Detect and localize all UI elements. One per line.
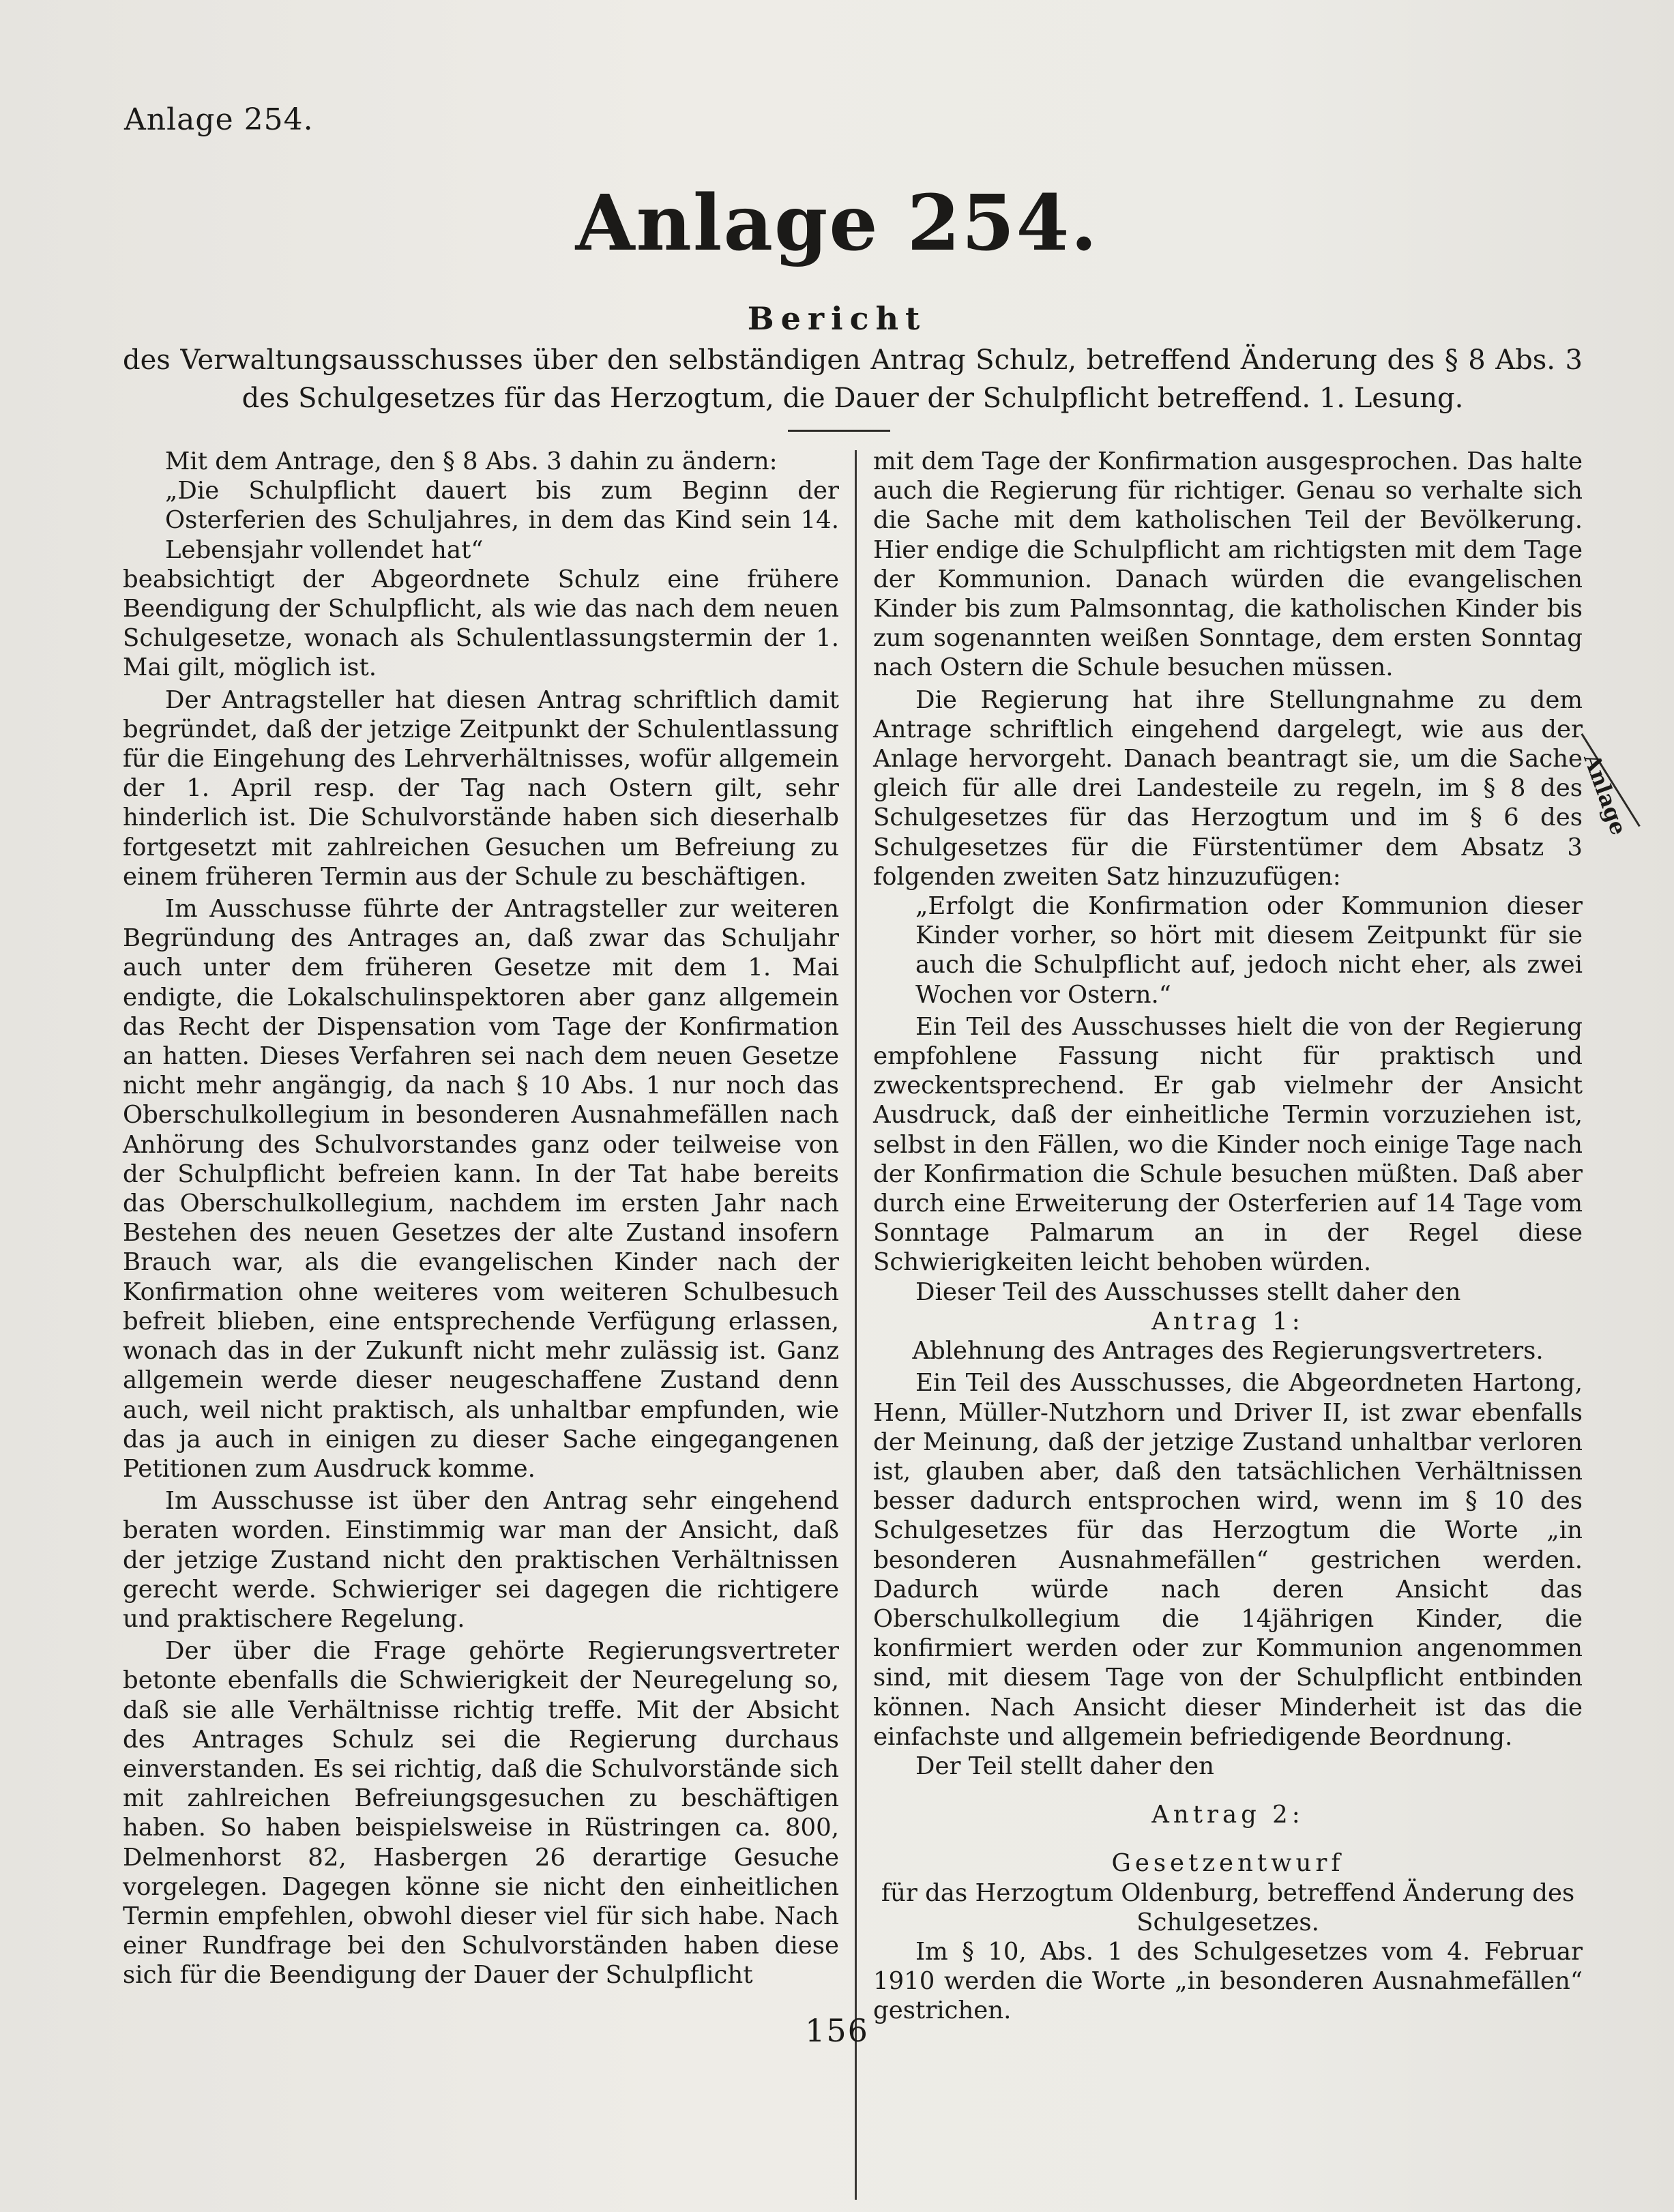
paragraph: beabsichtigt der Abgeordnete Schulz eine frühere Beendigung der Schulpflicht, als wie das nach dem neuen Schulgesetze, wonach als Schulentlassungstermin der 1. Mai gilt, möglich ist. (123, 565, 839, 682)
quote-paragraph: „Erfolgt die Konfirmation oder Kommunion dieser Kinder vorher, so hört mit diesem Zeitpunkt für sie auch die Schulpflicht auf, jedoch nicht eher, als zwei Wochen vor Ostern.“ (915, 892, 1583, 1009)
paragraph: Der Teil stellt daher den (915, 1752, 1215, 1780)
motion-heading-1: Antrag 1: (1151, 1307, 1304, 1336)
column-divider (855, 450, 857, 2200)
paragraph: Im Ausschusse ist über den Antrag sehr eingehend beraten worden. Einstimmig war man der Ansicht, daß der jetzige Zustand nicht den praktischen Verhältnissen gerecht werde. Schwieriger sei dagegen die richtigere und praktischere Regelung. (123, 1487, 839, 1633)
paragraph: Im § 10, Abs. 1 des Schulgesetzes vom 4. Februar 1910 werden die Worte „in besonderen Ausnahmefällen“ gestrichen. (873, 1937, 1583, 2025)
page-title: Anlage 254. (575, 179, 1099, 268)
bill-heading: Gesetzentwurf (1111, 1849, 1345, 1878)
running-header: Anlage 254. (124, 102, 314, 137)
quote-paragraph: „Die Schulpflicht dauert bis zum Beginn der Osterferien des Schuljahres, in dem das Kind sein 14. Lebensjahr vollendet hat“ (165, 477, 839, 564)
paragraph: Ein Teil des Ausschusses, die Abgeordneten Hartong, Henn, Müller-Nutzhorn und Driver II, ist zwar ebenfalls der Meinung, daß der jetzige Zustand unhaltbar verloren ist, glauben aber, daß den tatsächlichen Verhältnissen besser dadurch entsprochen wird, wenn im § 10 des Schulgesetzes für das Herzogtum die Worte „in besonderen Ausnahmefällen“ gestrichen werden. Dadurch würde nach deren Ansicht das Oberschulkollegium die 14jährigen Kinder, die konfirmiert werden oder zur Kommunion angenommen sind, mit diesem Tage von der Schulpflicht entbinden können. Nach Ansicht dieser Minderheit ist das die einfachste und allgemein befriedigende Beordnung. (873, 1369, 1583, 1751)
page-number: 156 (805, 2012, 869, 2049)
paragraph: Der über die Frage gehörte Regierungsvertreter betonte ebenfalls die Schwierigkeit der Neuregelung so, daß sie alle Verhältnisse richtig treffe. Mit der Absicht des Antrages Schulz sei die Regierung durchaus einverstanden. Es sei richtig, daß die Schulvorstände sich mit zahlreichen Befreiungsgesuchen zu beschäftigen haben. So haben beispielsweise in Rüstringen ca. 800, Delmenhorst 82, Hasbergen 26 derartige Gesuche vorgelegen. Dagegen könne sie nicht den einheitlichen Termin empfehlen, obwohl dieser viel für sich habe. Nach einer Rundfrage bei den Schulvorständen haben diese sich für die Beendigung der Dauer der Schulpflicht (123, 1637, 839, 1990)
margin-note: Anlage (1578, 750, 1632, 839)
report-heading: Bericht (747, 300, 927, 337)
paragraph: Mit dem Antrage, den § 8 Abs. 3 dahin zu ändern: (165, 447, 778, 475)
left-column (123, 447, 839, 1990)
title-divider (788, 430, 890, 432)
paragraph: Dieser Teil des Ausschusses stellt daher den (915, 1278, 1461, 1306)
bill-subtitle: für das Herzogtum Oldenburg, betreffend Änderung des Schulgesetzes. (881, 1878, 1575, 1936)
paragraph: mit dem Tage der Konfirmation ausgesprochen. Das halte auch die Regierung für richtiger. Genau so verhalte sich die Sache mit dem katholischen Teil der Bevölkerung. Hier endige die Schulpflicht am richtigsten mit dem Tage der Kommunion. Danach würden die evangelischen Kinder bis zum Palmsonntag, die katholischen Kinder bis zum sogenannten weißen Sonntage, dem ersten Sonntag nach Ostern die Schule besuchen müssen. (873, 447, 1583, 682)
paragraph: Der Antragsteller hat diesen Antrag schriftlich damit begründet, daß der jetzige Zeitpunkt der Schulentlassung für die Eingehung des Lehrverhältnisses, wofür allgemein der 1. April resp. der Tag nach Ostern gilt, sehr hinderlich ist. Die Schulvorstände haben sich dieserhalb fortgesetzt mit zahlreichen Gesuchen um Befreiung zu einem früheren Termin aus der Schule zu beschäftigen. (123, 685, 839, 891)
paragraph: Ein Teil des Ausschusses hielt die von der Regierung empfohlene Fassung nicht für praktisch und zweckentsprechend. Er gab vielmehr der Ansicht Ausdruck, daß der einheitliche Termin vorzuziehen ist, selbst in den Fällen, wo die Kinder noch einige Tage nach der Konfirmation die Schule besuchen müßten. Daß aber durch eine Erweiterung der Osterferien auf 14 Tage vom Sonntage Palmarum an in der Regel diese Schwierigkeiten leicht behoben würden. (873, 1012, 1583, 1277)
motion-heading-2: Antrag 2: (1151, 1801, 1304, 1829)
right-column (873, 447, 1583, 2026)
report-subtitle: des Verwaltungsausschusses über den selbständigen Antrag Schulz, betreffend Änderung des § 8 Abs. 3 des Schulgesetzes für das Herzogtum, die Dauer der Schulpflicht betreffend. 1. Lesung. (123, 344, 1583, 414)
paragraph: Die Regierung hat ihre Stellungnahme zu dem Antrage schriftlich eingehend dargelegt, wie aus der Anlage hervorgeht. Danach beantragt sie, um die Sache gleich für alle drei Landesteile zu regeln, im § 8 des Schulgesetzes für das Herzogtum und im § 6 des Schulgesetzes für die Fürstentümer dem Absatz 3 folgenden zweiten Satz hinzuzufügen: (873, 685, 1583, 891)
paragraph: Im Ausschusse führte der Antragsteller zur weiteren Begründung des Antrages an, daß zwar das Schuljahr auch unter dem früheren Gesetze mit dem 1. Mai endigte, die Lokalschulinspektoren aber ganz allgemein das Recht der Dispensation vom Tage der Konfirmation an hatten. Dieses Verfahren sei nach dem neuen Gesetze nicht mehr angängig, da nach § 10 Abs. 1 nur noch das Oberschulkollegium in besonderen Ausnahmefällen nach Anhörung des Schulvorstandes ganz oder teilweise von der Schulpflicht befreien kann. In der Tat habe bereits das Oberschulkollegium, nachdem im ersten Jahr nach Bestehen des neuen Gesetzes der alte Zustand insofern Brauch war, als die evangelischen Kinder nach der Konfirmation ohne weiteres vom weiteren Schulbesuch befreit blieben, eine entsprechende Verfügung erlassen, wonach das in der Zukunft nicht mehr zulässig ist. Ganz allgemein werde dieser neugeschaffene Zustand denn auch, weil nicht praktisch, als unhaltbar empfunden, wie das ja auch in einigen zu dieser Sache eingegangenen Petitionen zum Ausdruck komme. (123, 895, 839, 1483)
motion-text-1: Ablehnung des Antrages des Regierungsvertreters. (912, 1337, 1544, 1366)
